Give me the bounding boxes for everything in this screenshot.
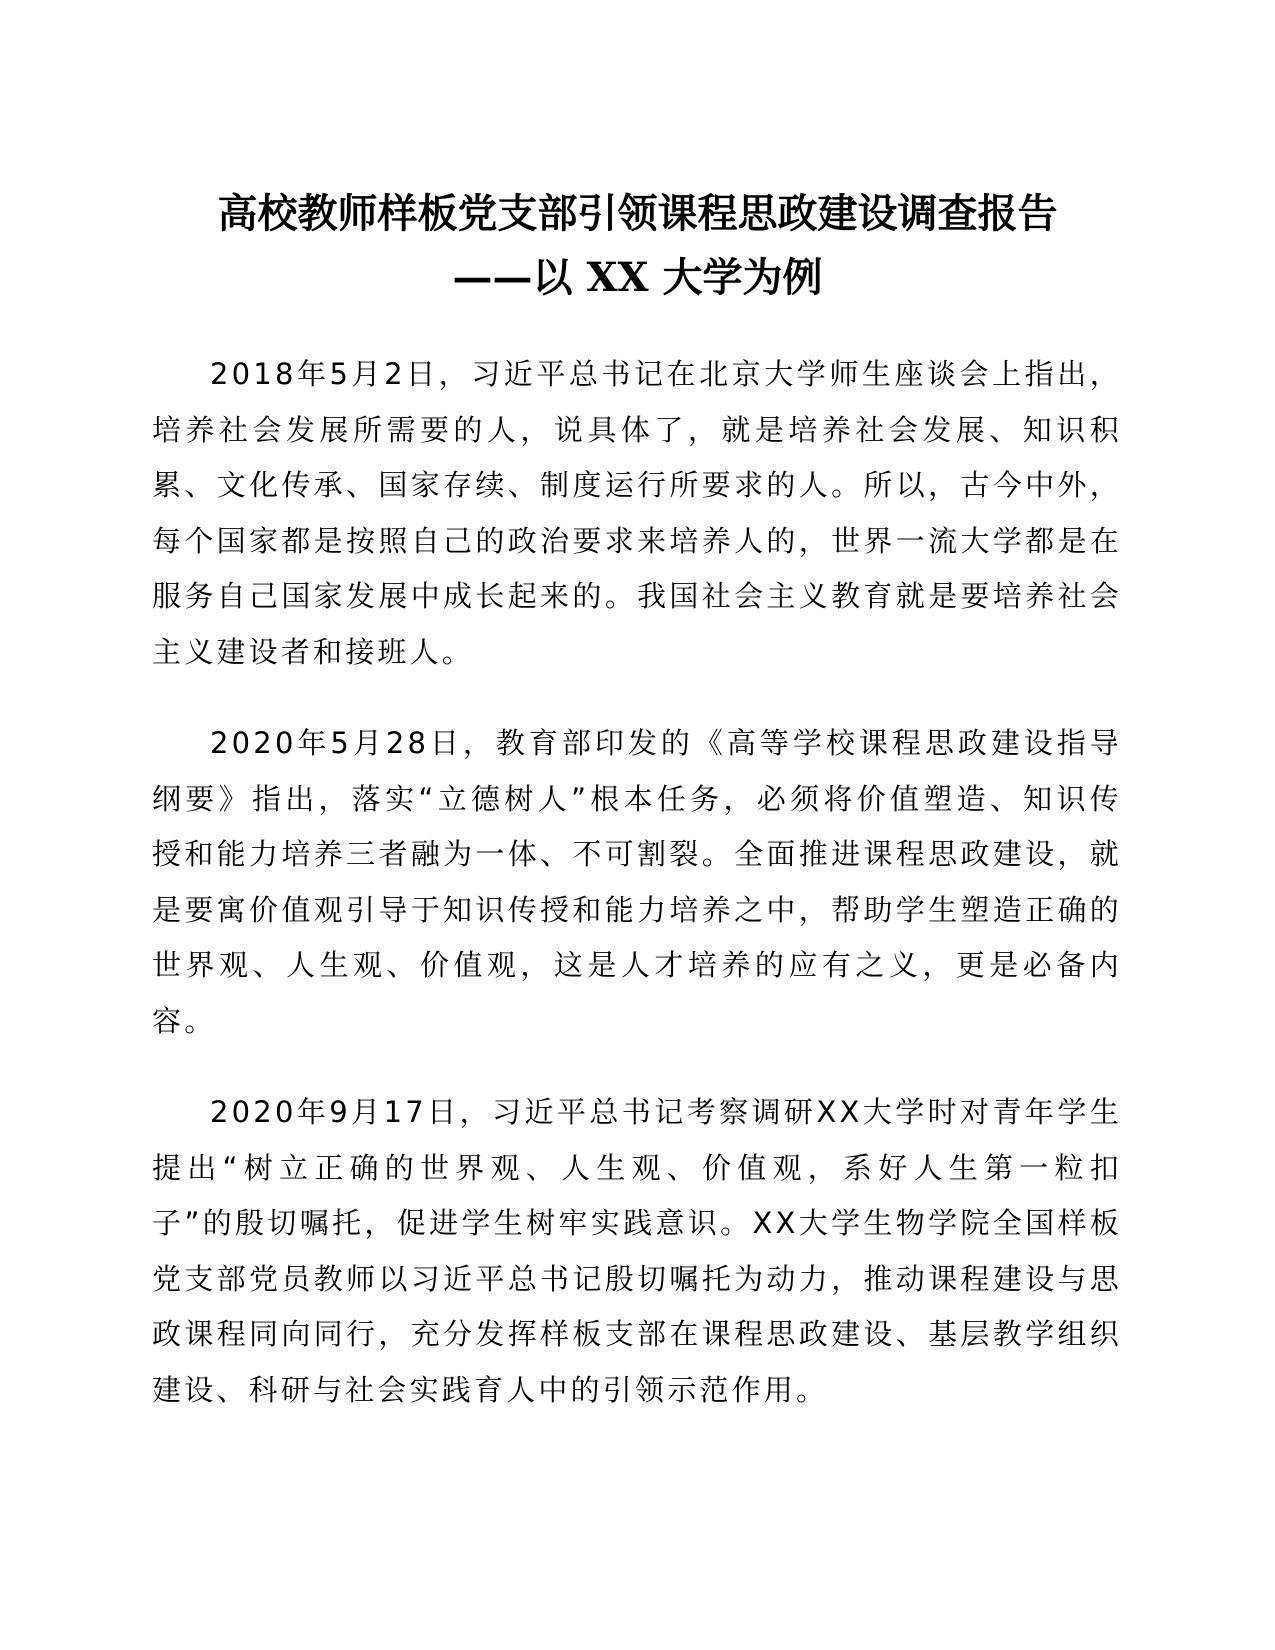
document-subtitle: ——以 XX 大学为例	[452, 254, 823, 301]
document-title: 高校教师样板党支部引领课程思政建设调查报告	[217, 190, 1058, 237]
title-block	[130, 182, 1145, 310]
paragraph-1: 2018年5月2日，习近平总书记在北京大学师生座谈会上指出，培养社会发展所需要的人，说具体了，就是培养社会发展、知识积累、文化传承、国家存续、制度运行所要求的人。所以，古今中外，每个国家都是按照自己的政治要求来培养人的，世界一流大学都是在服务自己国家发展中成长起来的。我国社会主义教育就是要培养社会主义建设者和接班人。	[152, 357, 1122, 669]
paragraph-3: 2020年9月17日，习近平总书记考察调研XX大学时对青年学生提出“树立正确的世界观、人生观、价值观，系好人生第一粒扣子”的殷切嘱托，促进学生树牢实践意识。XX大学生物学院全国样板党支部党员教师以习近平总书记殷切嘱托为动力，推动课程建设与思政课程同向同行，充分发挥样板支部在课程思政建设、基层教学组织建设、科研与社会实践育人中的引领示范作用。	[152, 1095, 1122, 1407]
document-body	[152, 347, 1122, 1418]
paragraph-2: 2020年5月28日，教育部印发的《高等学校课程思政建设指导纲要》指出，落实“立德树人”根本任务，必须将价值塑造、知识传授和能力培养三者融为一体、不可割裂。全面推进课程思政建设，就是要寓价值观引导于知识传授和能力培养之中，帮助学生塑造正确的世界观、人生观、价值观，这是人才培养的应有之义，更是必备内容。	[152, 726, 1122, 1038]
